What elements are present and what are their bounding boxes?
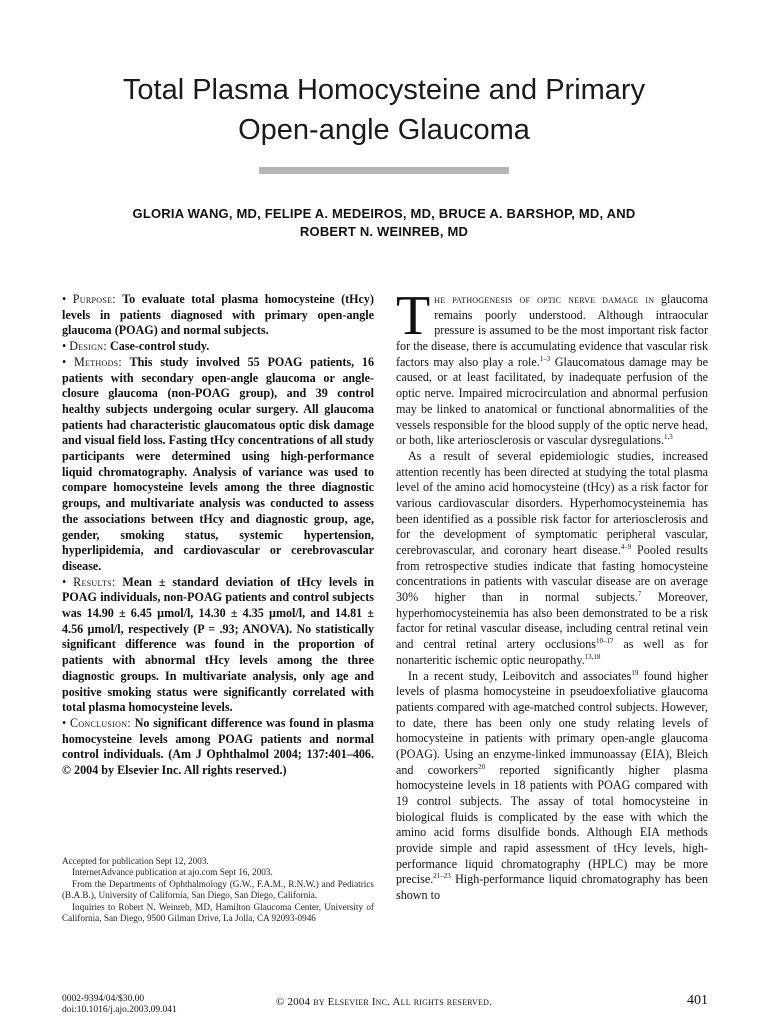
doi: doi:10.1016/j.ajo.2003.09.041: [62, 1005, 177, 1015]
citation: 20: [478, 762, 486, 771]
title-divider: [259, 167, 509, 174]
p1-text-a: glaucoma remains poorly understood. Although intraocular pressure is assumed to be the most important risk factor for the disease, there is accumulating evidence that vascular risk factors may also play a role.: [396, 292, 708, 369]
p2-text-c: Moreover, hyperhomocysteinemia has also been demonstrated to be a risk factor for retinal vascular disease, including central retinal vein and central retinal artery occlusions: [396, 590, 708, 652]
results-text: Mean ± standard deviation of tHcy levels in POAG individuals, non-POAG patients and control subjects was 14.90 ± 6.45 µmol/l, 14.30 ± 4.35 µmol/l, and 14.81 ± 4.56 µmol/l, respectively (P = .93; ANOVA). No statistically significant difference was found in the proportion of patients with abnormal tHcy levels among the three diagnostic groups. In multivariate analysis, only age and positive smoking status were significantly correlated with total plasma homocysteine levels.: [62, 574, 374, 715]
conclusion-text: No significant difference was found in plasma homocysteine levels among POAG patients and normal control individuals. (Am J Ophthalmol 2004; 137:401–406. © 2004 by Elsevier Inc. All rights reserved.): [62, 715, 374, 778]
authors-line-1: GLORIA WANG, MD, FELIPE A. MEDEIROS, MD, BRUCE A. BARSHOP, MD, AND: [132, 206, 636, 221]
p2-text-d: as well as for nonarteritic ischemic optic neuropathy.: [396, 637, 708, 667]
p3-text-c: reported significantly higher plasma homocysteine levels in 18 patients with POAG compared with 19 control subjects. The assay of total homocysteine in biological fluids is complicated by the ease with which the amino acid forms disulfide bonds. Although EIA methods provide simple and rapid assessment of tHcy levels, high-performance liquid chromatography (HPLC) may be more precise.: [396, 762, 708, 887]
p2-text-b: Pooled results from retrospective studies indicate that fasting homocysteine concentrations in patients with vascular disease are on average 30% higher than in normal subjects.: [396, 543, 708, 605]
bullet-icon: •: [62, 354, 67, 369]
methods-text: This study involved 55 POAG patients, 16 patients with secondary open-angle glaucoma or angle-closure glaucoma (non-POAG group), and 39 control healthy subjects undergoing ocular surgery. All glaucoma patients had characteristic glaucomatous optic disk damage and visual field loss. Fasting tHcy concentrations of all study participants were determined using high-performance liquid chromatography. Analysis of variance was used to compare homocysteine levels among the three diagnostic groups, and multivariate analysis was conducted to assess the associations between tHcy and diagnostic group, age, gender, smoking status, systemic hypertension, hyperlipidemia, and cardiovascular or cerebrovascular disease.: [62, 354, 374, 573]
design-text: Case-control study.: [110, 339, 210, 354]
body-paragraph-3: [396, 669, 708, 904]
citation: 21–23: [433, 872, 451, 881]
bullet-icon: •: [62, 292, 67, 306]
purpose-text: To evaluate total plasma homocysteine (tHcy) levels in patients diagnosed with primary open-angle glaucoma (POAG) and normal subjects.: [62, 292, 374, 338]
abstract-results: [62, 575, 374, 716]
abstract-purpose: [62, 292, 374, 339]
drop-cap: T: [396, 285, 431, 347]
citation: 10–17: [595, 637, 614, 646]
abstract-design: [62, 339, 374, 355]
abstract-methods: [62, 355, 374, 575]
article-title: [60, 70, 708, 150]
purpose-label: Purpose:: [72, 292, 116, 306]
footer-copyright: [0, 996, 768, 1008]
affiliation-note: From the Departments of Ophthalmology (G.W., F.A.M., R.N.W.) and Pediatrics (B.A.B.), University of California, San Diego, San Diego, California.: [62, 878, 374, 901]
bullet-icon: •: [62, 715, 67, 730]
citation: 4–9: [620, 542, 632, 551]
internet-note: InternetAdvance publication at ajo.com Sept 16, 2003.: [72, 867, 273, 878]
author-list: [70, 205, 698, 241]
design-label: Design:: [69, 339, 108, 354]
conclusion-label: Conclusion:: [69, 715, 131, 730]
accepted-note: Accepted for publication Sept 12, 2003.: [62, 856, 209, 866]
p3-text-a: In a recent study, Leibovitch and associates: [408, 668, 632, 683]
p1-text-b: Glaucomatous damage may be caused, or at least facilitated, by inadequate perfusion of the optic nerve. Impaired microcirculation and abnormal perfusion may be linked to anatomical or functional abnormalities of the vessels responsible for the blood supply of the optic nerve head, or both, like arteriosclerosis or vascular dysregulations.: [396, 354, 708, 448]
title-line-1: Total Plasma Homocysteine and Primary: [122, 74, 646, 106]
citation: 7: [637, 590, 642, 599]
abstract: [62, 292, 374, 779]
body-paragraph-1: [396, 285, 708, 449]
p3-text-b: found higher levels of plasma homocysteine in pseudoexfoliative glaucoma patients compared with age-matched control subjects. However, to date, there has been only one study relating levels of homocysteine in patients with primary open-angle glaucoma (POAG). Using an enzyme-linked immunoassay (EIA), Bleich and coworkers: [396, 668, 708, 777]
inquiries-note: Inquiries to Robert N. Weinreb, MD, Hamilton Glaucoma Center, University of California, San Diego, 9500 Gilman Drive, La Jolla, CA 92093-0946: [62, 901, 374, 924]
citation: 1,3: [664, 433, 673, 442]
authors-line-2: ROBERT N. WEINREB, MD: [299, 224, 469, 239]
citation: 13,18: [584, 652, 601, 661]
lead-in: he pathogenesis of optic nerve damage in: [434, 292, 655, 306]
article-body: [396, 285, 708, 904]
p2-text-a: As a result of several epidemiologic studies, increased attention recently has been directed at studying the total plasma level of the amino acid homocysteine (tHcy) as a risk factor for various cardiovascular disorders. Hyperhomocysteinemia has been identified as a possible risk factor for arteriosclerosis and for the development of symptomatic peripheral vascular, cerebrovascular, and coronary heart disease.: [396, 448, 708, 557]
bullet-icon: •: [62, 574, 67, 589]
results-label: Results:: [73, 574, 116, 589]
title-line-2: Open-angle Glaucoma: [238, 114, 530, 146]
issn-price: 0002-9394/04/$30.00: [62, 994, 145, 1004]
citation: 1–3: [539, 354, 551, 363]
page-number: 401: [687, 993, 708, 1008]
methods-label: Methods:: [73, 354, 123, 369]
abstract-conclusion: [62, 716, 374, 779]
citation: 19: [631, 668, 639, 677]
article-notes: [62, 856, 374, 924]
bullet-icon: •: [62, 339, 67, 354]
body-paragraph-2: [396, 449, 708, 669]
p3-text-d: High-performance liquid chromatography has been shown to: [396, 872, 708, 903]
copyright-text: © 2004 by Elsevier Inc. All rights reserved.: [275, 996, 493, 1008]
